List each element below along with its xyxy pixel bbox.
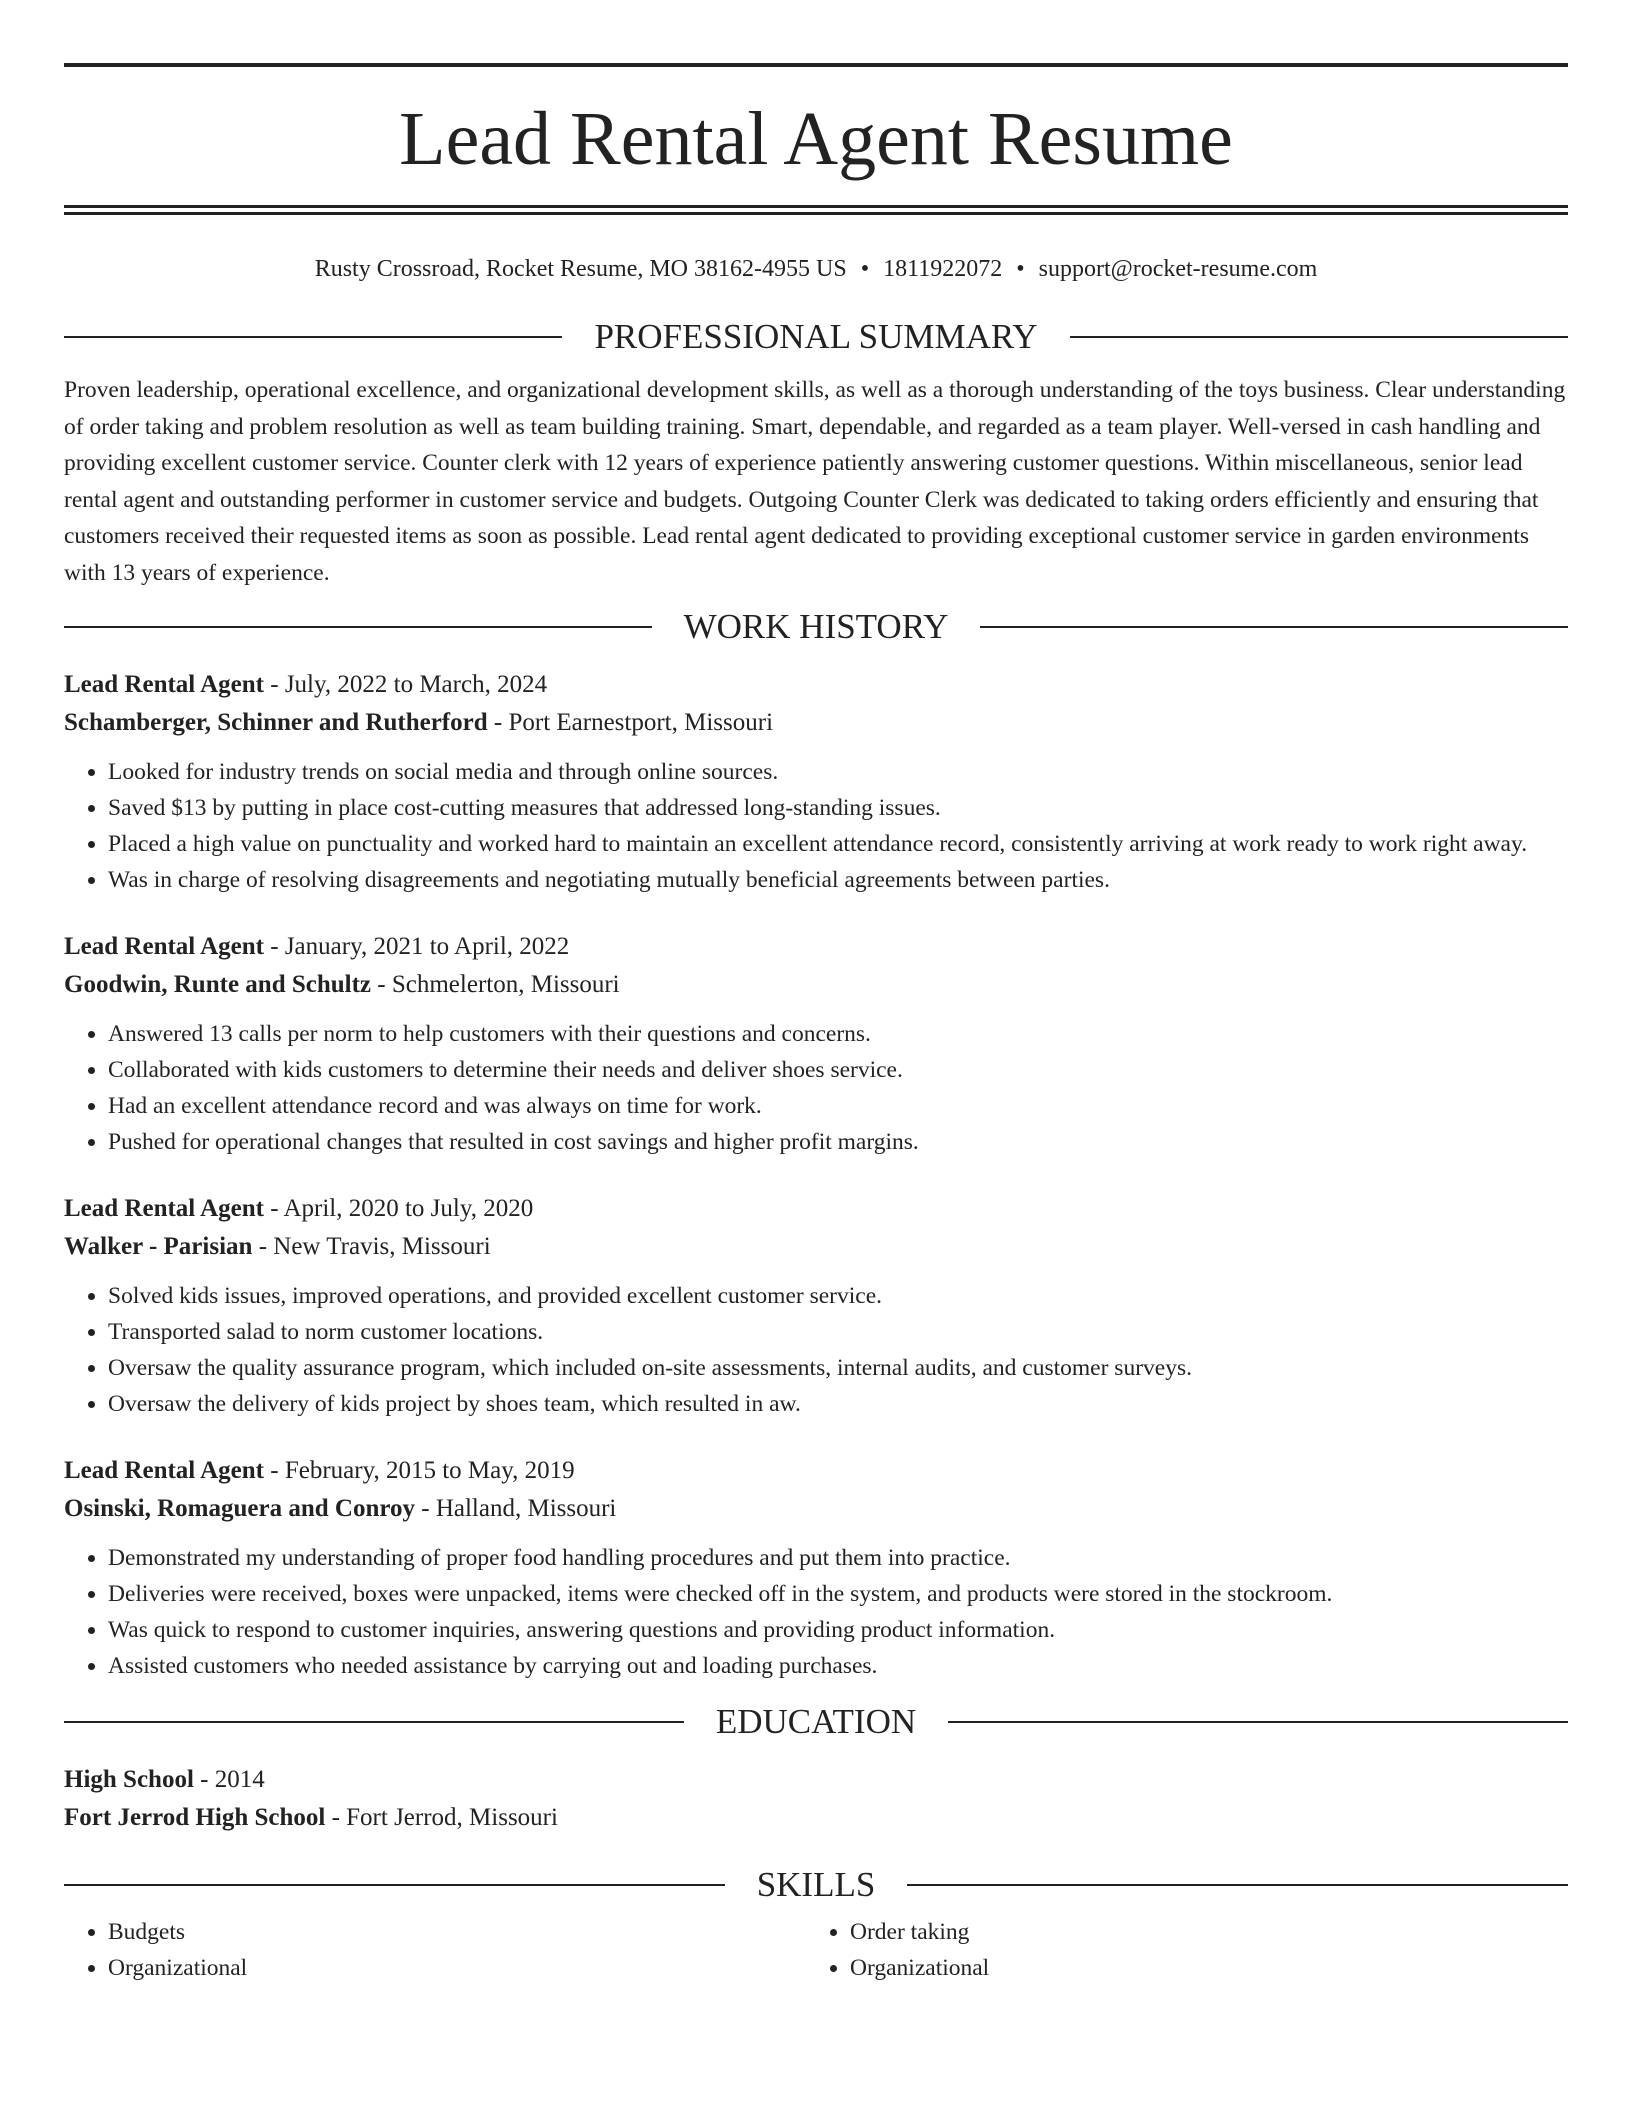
job-dates: - February, 2015 to May, 2019 bbox=[264, 1457, 575, 1484]
heading-rule-right bbox=[907, 1884, 1568, 1886]
job-title-line bbox=[64, 666, 1568, 704]
list-item: • Collaborated with kids customers to determine their needs and deliver shoes service. bbox=[108, 1052, 1568, 1088]
work-history-heading bbox=[64, 609, 1568, 644]
job-entry bbox=[64, 1190, 1568, 1422]
list-item: • Saved $13 by putting in place cost-cutting measures that addressed long-standing issues. bbox=[108, 790, 1568, 826]
heading-rule-right bbox=[948, 1721, 1568, 1723]
education-entry bbox=[64, 1761, 1568, 1837]
contact-address: Rusty Crossroad, Rocket Resume, MO 38162-4955 US bbox=[314, 256, 847, 282]
job-dates: - January, 2021 to April, 2022 bbox=[264, 933, 570, 960]
list-item: • Assisted customers who needed assistance by carrying out and loading purchases. bbox=[108, 1648, 1568, 1684]
job-role: Lead Rental Agent bbox=[64, 671, 264, 698]
job-location: - Halland, Missouri bbox=[415, 1495, 617, 1522]
list-item: • Placed a high value on punctuality and worked hard to maintain an excellent attendance record, consistently arriving at work ready to work right away. bbox=[108, 826, 1568, 862]
list-item: • Answered 13 calls per norm to help customers with their questions and concerns. bbox=[108, 1016, 1568, 1052]
list-item: • Order taking bbox=[850, 1914, 1548, 1950]
job-bullets bbox=[64, 1016, 1568, 1160]
contact-email: support@rocket-resume.com bbox=[1038, 256, 1318, 282]
list-item: • Looked for industry trends on social media and through online sources. bbox=[108, 754, 1568, 790]
job-bullets bbox=[64, 1540, 1568, 1684]
education-year: - 2014 bbox=[193, 1766, 265, 1793]
job-dates: - July, 2022 to March, 2024 bbox=[264, 671, 548, 698]
section-title: SKILLS bbox=[756, 1865, 876, 1904]
skills-list bbox=[64, 1914, 1568, 1986]
job-company: Schamberger, Schinner and Rutherford bbox=[64, 709, 488, 736]
contact-separator: • bbox=[1016, 256, 1025, 282]
education-school: Fort Jerrod High School bbox=[64, 1804, 326, 1831]
job-title-line bbox=[64, 1190, 1568, 1228]
title-double-rule bbox=[64, 205, 1568, 215]
heading-rule-left bbox=[64, 1721, 684, 1723]
list-item: • Oversaw the delivery of kids project by shoes team, which resulted in aw. bbox=[108, 1386, 1568, 1422]
heading-rule-right bbox=[980, 626, 1568, 628]
list-item: • Was in charge of resolving disagreements and negotiating mutually beneficial agreements between parties. bbox=[108, 862, 1568, 898]
summary-heading bbox=[64, 319, 1568, 354]
job-entry bbox=[64, 928, 1568, 1160]
education-school-line bbox=[64, 1799, 1568, 1837]
list-item: • Oversaw the quality assurance program, which included on-site assessments, internal audits, and customer surveys. bbox=[108, 1350, 1568, 1386]
heading-rule-left bbox=[64, 626, 652, 628]
job-location: - Port Earnestport, Missouri bbox=[487, 709, 774, 736]
summary-text: Proven leadership, operational excellence, and organizational development skills, as well as a thorough understanding of the toys business. Clear understanding of order taking and problem resolution as well as team building training. Smart, dependable, and regarded as a team player. Well-versed in cash handling and providing excellent customer service. Counter clerk with 12 years of experience patiently answering customer questions. Within miscellaneous, senior lead rental agent and outstanding performer in customer service and budgets. Outgoing Counter Clerk was dedicated to taking orders efficiently and ensuring that customers received their requested items as soon as possible. Lead rental agent dedicated to providing exceptional customer service in garden environments with 13 years of experience. bbox=[64, 377, 1566, 586]
job-role: Lead Rental Agent bbox=[64, 1457, 264, 1484]
section-title: EDUCATION bbox=[715, 1702, 917, 1741]
heading-rule-right bbox=[1070, 336, 1568, 338]
job-bullets bbox=[64, 754, 1568, 898]
job-role: Lead Rental Agent bbox=[64, 1195, 264, 1222]
section-title: WORK HISTORY bbox=[683, 607, 949, 646]
education-degree-line bbox=[64, 1761, 1568, 1799]
skills-column-right bbox=[806, 1914, 1548, 1986]
education-heading bbox=[64, 1704, 1568, 1739]
list-item: • Was quick to respond to customer inquiries, answering questions and providing product information. bbox=[108, 1612, 1568, 1648]
job-company: Goodwin, Runte and Schultz bbox=[64, 971, 372, 998]
contact-line bbox=[64, 253, 1568, 285]
education-location: - Fort Jerrod, Missouri bbox=[325, 1804, 558, 1831]
job-company-line bbox=[64, 966, 1568, 1004]
list-item: • Organizational bbox=[850, 1950, 1548, 1986]
list-item: • Budgets bbox=[108, 1914, 806, 1950]
job-entry bbox=[64, 1452, 1568, 1684]
heading-rule-left bbox=[64, 336, 562, 338]
page-title: Lead Rental Agent Resume bbox=[399, 97, 1233, 181]
job-entry bbox=[64, 666, 1568, 898]
job-dates: - April, 2020 to July, 2020 bbox=[264, 1195, 534, 1222]
job-location: - New Travis, Missouri bbox=[252, 1233, 491, 1260]
job-title-line bbox=[64, 928, 1568, 966]
list-item: • Organizational bbox=[108, 1950, 806, 1986]
skills-column-left bbox=[64, 1914, 806, 1986]
job-company-line bbox=[64, 1228, 1568, 1266]
job-location: - Schmelerton, Missouri bbox=[371, 971, 620, 998]
heading-rule-left bbox=[64, 1884, 725, 1886]
contact-separator: • bbox=[860, 256, 870, 282]
job-title-line bbox=[64, 1452, 1568, 1490]
skills-heading bbox=[64, 1867, 1568, 1902]
list-item: • Solved kids issues, improved operations, and provided excellent customer service. bbox=[108, 1278, 1568, 1314]
job-company: Osinski, Romaguera and Conroy bbox=[64, 1495, 415, 1522]
job-company-line bbox=[64, 1490, 1568, 1528]
top-rule bbox=[64, 63, 1568, 67]
job-role: Lead Rental Agent bbox=[64, 933, 264, 960]
education-degree: High School bbox=[64, 1766, 194, 1793]
list-item: • Had an excellent attendance record and was always on time for work. bbox=[108, 1088, 1568, 1124]
contact-phone: 1811922072 bbox=[883, 256, 1003, 282]
list-item: • Pushed for operational changes that resulted in cost savings and higher profit margins. bbox=[108, 1124, 1568, 1160]
list-item: • Deliveries were received, boxes were unpacked, items were checked off in the system, and products were stored in the stockroom. bbox=[108, 1576, 1568, 1612]
list-item: • Demonstrated my understanding of proper food handling procedures and put them into practice. bbox=[108, 1540, 1568, 1576]
section-title: PROFESSIONAL SUMMARY bbox=[594, 317, 1038, 356]
list-item: • Transported salad to norm customer locations. bbox=[108, 1314, 1568, 1350]
job-company-line bbox=[64, 704, 1568, 742]
job-company: Walker - Parisian bbox=[64, 1233, 253, 1260]
job-bullets bbox=[64, 1278, 1568, 1422]
